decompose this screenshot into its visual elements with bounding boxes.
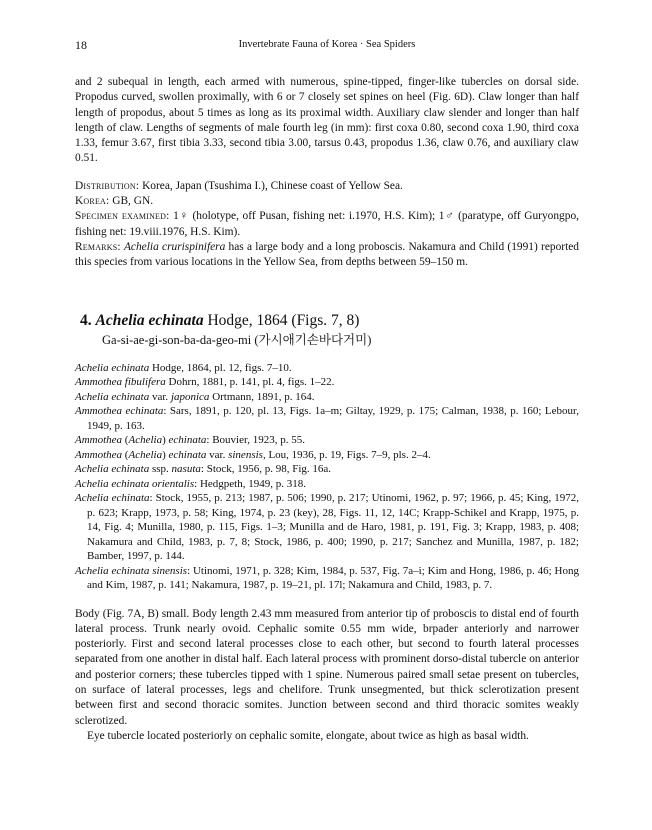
species-name: Achelia echinata <box>95 311 204 329</box>
synonym-citation: ( <box>122 434 129 447</box>
synonym-name: Achelia <box>128 434 163 447</box>
specimen-text: 1♀ (holotype, off Pusan, fishing net: i.1970, H.S. Kim); 1♂ (paratype, off Guryongpo, fishing net: 19.viii.1976, H.S. Kim). <box>75 210 579 238</box>
synonym-name: Ammothea <box>75 434 123 447</box>
description-paragraph-eye: Eye tubercle located posteriorly on cephalic somite, elongate, about twice as high as basal width. <box>87 729 529 742</box>
synonym-entry <box>75 564 579 593</box>
synonym-citation: ssp. <box>149 463 172 476</box>
synonym-entry <box>75 491 579 564</box>
synonym-citation: Dohrn, 1881, p. 141, pl. 4, figs. 1–22. <box>165 376 335 389</box>
synonym-entry <box>75 477 579 492</box>
remarks-label: Remarks: <box>75 240 121 253</box>
species-heading <box>75 311 579 349</box>
synonym-citation: , Lou, 1936, p. 19, Figs. 7–9, pls. 2–4. <box>262 448 431 461</box>
synonym-entry <box>75 448 579 463</box>
species-number: 4. <box>80 311 92 329</box>
synonym-citation: ) <box>162 434 169 447</box>
synonym-citation: Ortmann, 1891, p. 164. <box>209 390 315 403</box>
species-authority: Hodge, 1864 (Figs. 7, 8) <box>203 311 360 329</box>
specimen-label: Specimen examined: <box>75 210 170 223</box>
synonym-citation: : Sars, 1891, p. 120, pl. 13, Figs. 1a–m; Giltay, 1929, p. 175; Calman, 1938, p. 160; Lebour, 1949, p. 163. <box>87 405 579 432</box>
synonym-entry <box>75 390 579 405</box>
korea-paragraph <box>75 194 579 209</box>
synonym-citation: ) <box>162 448 169 461</box>
description-paragraph: Body (Fig. 7A, B) small. Body length 2.43 mm measured from anterior tip of proboscis to distal end of fourth lateral process. Trunk nearly ovoid. Cephalic somite 0.55 mm wide, brpader anteriorly and narrower posteriorly. First and second lateral processes close to each other, but second to fourth lateral processes separated from one another in distal half. Each lateral process with prominent dorso-distal tubercle on anterior and posterior corners; these tubercles tipped with 1 spine. Numerous paired small setae present on tubercles, on surface of lateral processes, legs and chelifore. Trunk unsegmented, but thick sclerotization present between first and second thoracic somites. Junction between second and third thoracic somites weakly sclerotized. <box>75 607 579 727</box>
synonym-citation: : Hedgpeth, 1949, p. 318. <box>194 477 306 490</box>
synonym-citation: : Utinomi, 1971, p. 328; Kim, 1984, p. 537, Fig. 7a–i; Kim and Hong, 1986, p. 46; Hong and Kim, 1987, p. 141; Nakamura, 1987, p. 19–21, pl. 17l; Nakamura and Child, 1983, p. 7. <box>87 564 580 592</box>
specimen-paragraph <box>75 209 579 240</box>
remarks-text: has a large body and a long proboscis. Nakamura and Child (1991) reported this species from various locations in the Yellow Sea, from depths between 59–150 m. <box>75 240 579 269</box>
synonym-name: japonica <box>170 390 210 403</box>
species-title <box>80 311 579 331</box>
continued-paragraph: and 2 subequal in length, each armed with numerous, spine-tipped, finger-like tubercles on dorsal side. Propodus curved, swollen proximally, with 6 or 7 closely set spines on heel (Fig. 6D). Claw longer than half length of propodus, about 5 times as long as its proximal width. Auxiliary claw slender and longer than half length of claw. Lengths of segments of male fourth leg (in mm): first coxa 0.80, second coxa 1.90, third coxa 1.33, femur 3.67, first tibia 3.33, second tibia 3.00, tarsus 0.43, propodus 1.36, claw 0.76, and auxiliary claw 0.51. <box>75 76 579 165</box>
synonym-citation: : Stock, 1955, p. 213; 1987, p. 506; 1990, p. 217; Utinomi, 1962, p. 97; 1966, p. 45; King, 1972, p. 623; Krapp, 1973, p. 58; King, 1974, p. 23 (key), 28, Figs. 11, 12, 14C; Krapp-Schikel and Krapp, 1975, p. 14, Fig. 4; Munilla, 1980, p. 115, Figs. 1–3; Munilla and de Haro, 1981, p. 191, Fig. 3; Krapp, 1983, p. 408; Nakamura and Child, 1983, p. 7, 8; Stock, 1986, p. 400; 1990, p. 217; Sanchez and Munilla, 1987, p. 182; Bamber, 1997, p. 144. <box>87 492 579 563</box>
page-body <box>75 75 579 744</box>
korea-text: GB, GN. <box>109 195 154 208</box>
distribution-paragraph <box>75 179 579 194</box>
synonym-name: Achelia echinata <box>75 463 150 476</box>
synonym-name: echinata <box>168 434 207 447</box>
synonym-name: Achelia echinata sinensis <box>75 564 188 577</box>
synonym-entry <box>75 404 579 433</box>
distribution-label: Distribution: <box>75 179 140 192</box>
korean-name: Ga-si-ae-gi-son-ba-da-geo-mi (가시애기손바다거미) <box>102 332 372 347</box>
synonym-entry <box>75 361 579 376</box>
synonym-name: Ammothea <box>75 448 123 461</box>
synonym-name: echinata <box>168 448 207 461</box>
synonym-name: sinensis <box>228 448 263 461</box>
synonym-name: Ammothea echinata <box>75 405 164 418</box>
synonym-name: Achelia echinata orientalis <box>75 477 195 490</box>
running-title: Invertebrate Fauna of Korea · Sea Spiders <box>238 39 416 50</box>
synonym-name: Achelia echinata <box>75 361 150 374</box>
synonym-name: Achelia <box>128 448 163 461</box>
synonym-name: Achelia echinata <box>75 492 150 505</box>
synonymy-list <box>75 361 579 593</box>
distribution-text: Korea, Japan (Tsushima I.), Chinese coast of Yellow Sea. <box>139 179 403 192</box>
synonym-entry <box>75 433 579 448</box>
synonym-name: Ammothea fibulifera <box>75 376 166 389</box>
synonym-entry <box>75 375 579 390</box>
remarks-species: Achelia crurispinifera <box>123 240 226 253</box>
synonym-citation: : Bouvier, 1923, p. 55. <box>206 434 305 447</box>
synonym-name: Achelia echinata <box>75 390 150 403</box>
synonym-name: nasuta <box>171 463 201 476</box>
synonym-citation: ( <box>122 448 129 461</box>
page-number: 18 <box>75 38 87 52</box>
synonym-citation: : Stock, 1956, p. 98, Fig. 16a. <box>200 463 332 476</box>
remarks-paragraph <box>75 240 579 271</box>
korea-label: Korea: <box>75 195 110 208</box>
synonym-entry <box>75 462 579 477</box>
synonym-citation: var. <box>206 448 229 461</box>
synonym-citation: var. <box>149 390 171 403</box>
synonym-citation: Hodge, 1864, pl. 12, figs. 7–10. <box>149 361 292 374</box>
